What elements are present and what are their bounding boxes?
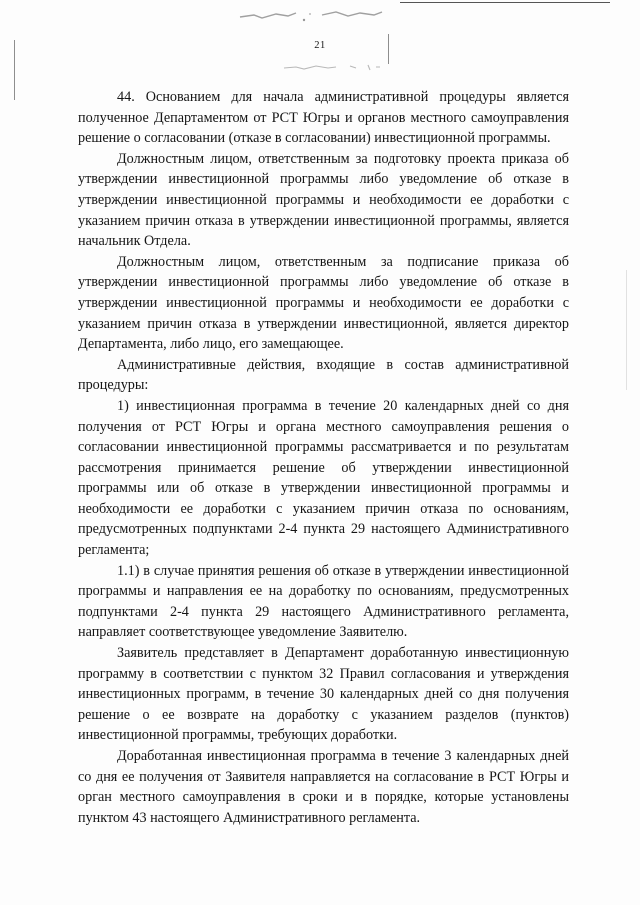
- paragraph-item-1-1: 1.1) в случае принятия решения об отказе в утверждении инвестиционной программы и направления ее на доработку по основаниям, предусмотренных подпунктами 2-4 пункта 29 настоящего Административного регламента, направляет соответствующее уведомление Заявителю.: [78, 562, 569, 641]
- paragraph-administrative-actions: Административные действия, входящие в состав административной процедуры:: [78, 356, 569, 394]
- paragraph-item-1: 1) инвестиционная программа в течение 20 календарных дней со дня получения от РСТ Югры и органа местного самоуправления решения о согласовании инвестиционной программы рассматривается и по результатам рассмотрения принимается решение об утверждении инвестиционной программы или об отказе в утверждении инвестиционной программы и необходимости ее доработки с указанием причин отказа по основаниям, предусмотренных подпунктами 2-4 пункта 29 настоящего Административного регламента;: [78, 397, 569, 559]
- scan-smudge-top: [236, 8, 386, 22]
- scan-right-mark-1: [388, 34, 389, 64]
- scan-right-mark-2: [626, 270, 627, 390]
- paragraph-responsible-preparation: Должностным лицом, ответственным за подготовку проекта приказа об утверждении инвестиционной программы либо уведомление об отказе в утверждении инвестиционной программы и необходимости ее доработки с указанием причин отказа в утверждении инвестиционной программы, является начальник Отдела.: [78, 150, 569, 250]
- paragraph-44-basis: 44. Основанием для начала административной процедуры является полученное Департаментом от РСТ Югры и органов местного самоуправления решение о согласовании (отказе в согласовании) инвестиционной программы.: [78, 89, 569, 147]
- page-number: 21: [314, 40, 326, 51]
- document-body: [78, 87, 569, 828]
- paragraph-revised-program: Доработанная инвестиционная программа в течение 3 календарных дней со дня ее получения от Заявителя направляется на согласование в РСТ Югры и орган местного самоуправления в сроки и в порядке, которые установлены пунктом 43 настоящего Административного регламента.: [78, 748, 569, 826]
- scan-smudge-middle: [282, 62, 382, 72]
- scan-top-rule: [400, 2, 610, 3]
- paragraph-applicant-submission: Заявитель представляет в Департамент доработанную инвестиционную программу в соответствии с пунктом 32 Правил согласования и утверждения инвестиционных программ, в течение 30 календарных дней со дня получения решение о ее возврате на доработку с указанием разделов (пунктов) инвестиционной программы, требующих доработки.: [78, 645, 569, 744]
- paragraph-responsible-signing: Должностным лицом, ответственным за подписание приказа об утверждении инвестиционной программы либо уведомление об отказе в утверждении инвестиционной программы и необходимости ее доработки с указанием причин отказа в утверждении инвестиционной, является директор Департамента, либо лицо, его замещающее.: [78, 253, 569, 353]
- scan-left-mark: [14, 40, 15, 100]
